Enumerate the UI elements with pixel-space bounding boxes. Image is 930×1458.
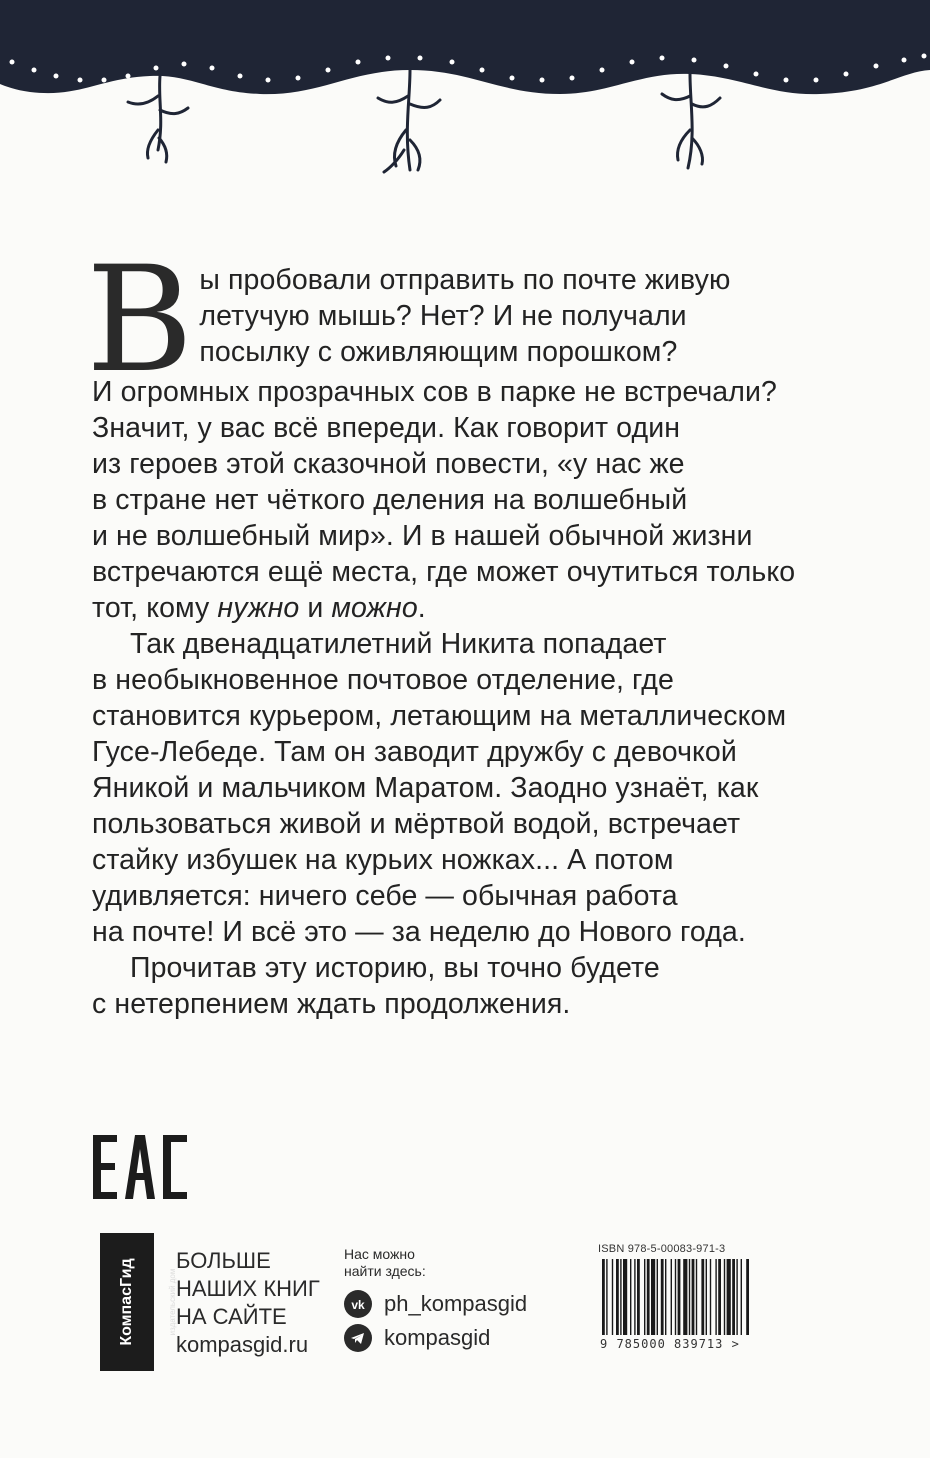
barcode-bar [689,1259,690,1335]
text-line: из героев этой сказочной повести, «у нас же [92,448,685,480]
barcode-bar [602,1259,605,1335]
barcode-bar [736,1259,737,1335]
text-line: на почте! И всё это — за неделю до Нового года. [92,916,746,948]
barcode-bar [683,1259,687,1335]
barcode-bar [651,1259,655,1335]
text-line: Гусе-Лебеде. Там он заводит дружбу с девочкой [92,736,737,768]
barcode-bar [647,1259,650,1335]
text-line: Яникой и мальчиком Маратом. Заодно узнаёт, как [92,772,759,804]
eac-certification-mark [93,1135,188,1199]
isbn-text: ISBN 978-5-00083-971-3 [598,1243,726,1255]
barcode-bar [718,1259,721,1335]
vk-link[interactable] [344,1290,527,1318]
text-line: И огромных прозрачных сов в парке не встречали? [92,376,777,408]
italic-word: нужно [217,592,300,624]
barcode-digits: 9 785000 839713 > [600,1337,740,1351]
barcode-bar [612,1259,613,1335]
barcode-bar [706,1259,707,1335]
publisher-logo [100,1233,177,1371]
barcode-bar [671,1259,672,1335]
paragraph-2 [92,626,862,950]
text-line: с нетерпением ждать продолжения. [92,988,571,1020]
text-line: Так двенадцатилетний Никита попадает [130,628,667,660]
barcode-bar [644,1259,645,1335]
barcode-bar [692,1259,695,1335]
text-line [92,590,862,626]
text-line: и не волшебный мир». И в нашей обычной жизни [92,520,753,552]
text-line: становится курьером, летающим на металлическом [92,700,787,732]
text-line: встречаются ещё места, где может очутиться только [92,556,796,588]
barcode-bar [620,1259,621,1335]
text-span: и [299,592,332,624]
find-us-label [344,1246,426,1280]
barcode-bar [746,1259,749,1335]
publisher-logo-text: КомпасГид [118,1258,135,1346]
barcode-bar [741,1259,742,1335]
text-line: удивляется: ничего себе — обычная работа [92,880,678,912]
barcode-bar [630,1259,631,1335]
promo-line: НА САЙТЕ [176,1304,287,1329]
text-line: ы пробовали отправить по почте живую [199,264,731,296]
telegram-handle: kompasgid [384,1325,491,1350]
italic-word: можно [331,592,418,624]
vk-handle: ph_kompasgid [384,1291,528,1316]
barcode-bar [661,1259,664,1335]
promo-line: БОЛЬШЕ [176,1248,271,1273]
text-span: . [417,592,426,624]
text-line: летучую мышь? Нет? И не получали [199,300,687,332]
barcode-bar [634,1259,635,1335]
barcode-bar [727,1259,731,1335]
barcode-bar [675,1259,676,1335]
barcode-bar [637,1259,640,1335]
text-line: посылку с оживляющим порошком? [199,336,678,368]
text-line: Прочитав эту историю, вы точно будете [130,952,660,984]
isbn-barcode [598,1243,828,1363]
text-span: тот, кому [92,592,218,624]
text-line: стайку избушек на курьих ножках... А потом [92,844,674,876]
find-us-line: Нас можно [344,1246,415,1262]
barcode-bar [623,1259,627,1335]
drop-cap: В [86,235,194,405]
book-description [86,235,862,1022]
telegram-link[interactable] [344,1324,490,1352]
barcode-bar [696,1259,697,1335]
barcode-bar [616,1259,619,1335]
svg-text:vk: vk [351,1298,365,1312]
text-line: Значит, у вас всё впереди. Как говорит один [92,412,681,444]
barcode-bar [724,1259,725,1335]
barcode-bar [665,1259,666,1335]
find-us-line: найти здесь: [344,1263,426,1279]
barcode-bar [606,1259,607,1335]
barcode-bar [715,1259,716,1335]
website-promo [176,1247,320,1359]
paragraph-3 [92,950,862,1022]
barcode-bar [678,1259,681,1335]
paragraph-1 [92,262,862,626]
barcode-bar [710,1259,711,1335]
telegram-icon [344,1324,372,1352]
barcode-bar [701,1259,704,1335]
barcode-bar [657,1259,658,1335]
text-line: в стране нет чёткого деления на волшебный [92,484,688,516]
header-decorative-band [0,0,930,230]
text-line: пользоваться живой и мёртвой водой, встречает [92,808,741,840]
publisher-logo-subtext: издательский дом [167,1268,177,1336]
website-link[interactable]: kompasgid.ru [176,1332,309,1357]
vk-icon [344,1290,372,1318]
promo-line: НАШИХ КНИГ [176,1276,320,1301]
barcode-bar [732,1259,735,1335]
text-line: в необыкновенное почтовое отделение, где [92,664,674,696]
barcode-bars [598,1259,826,1339]
